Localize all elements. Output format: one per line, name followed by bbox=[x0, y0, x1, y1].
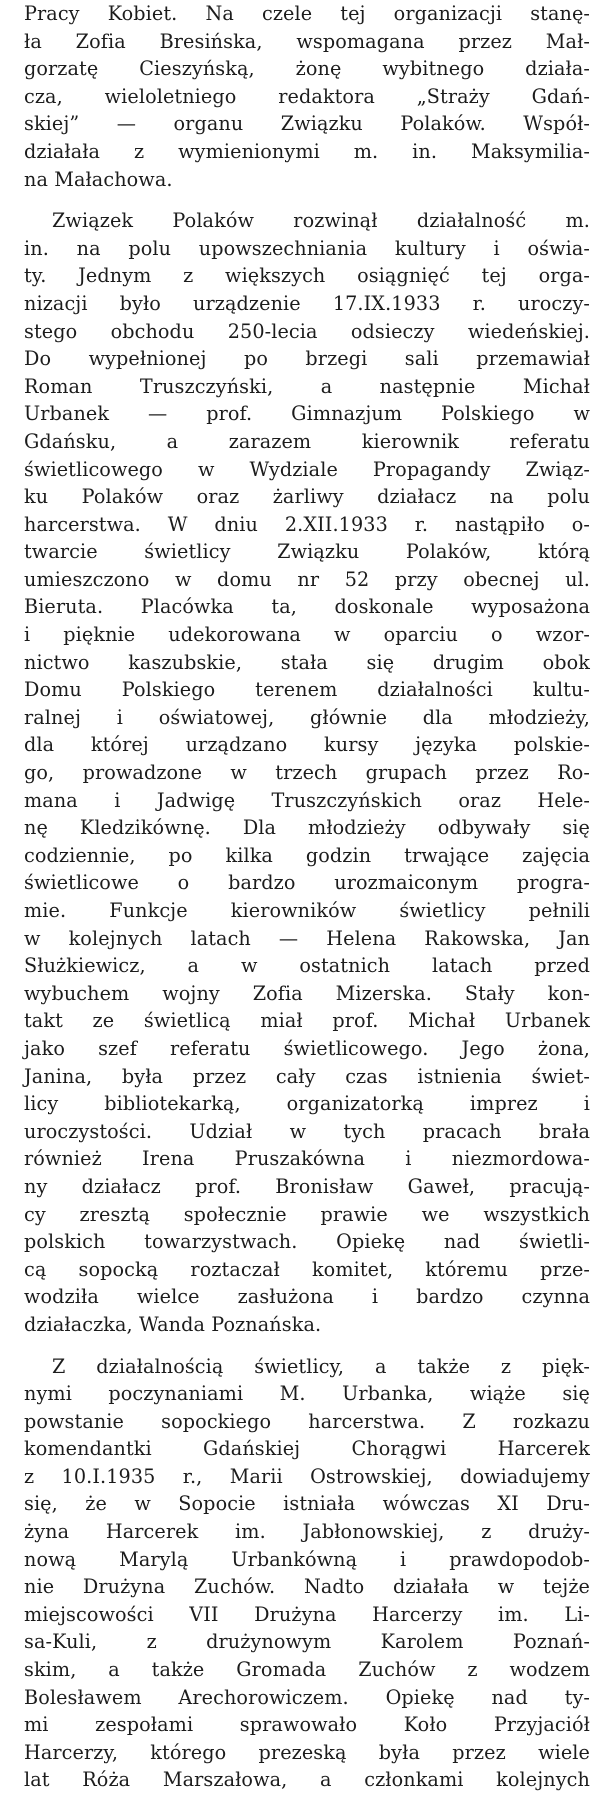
text-line: sa-Kuli, z drużynowym Karolem Poznań- bbox=[24, 1628, 590, 1656]
text-line: nictwo kaszubskie, stała się drugim obok bbox=[24, 649, 590, 677]
text-line: umieszczono w domu nr 52 przy obecnej ul. bbox=[24, 566, 590, 594]
text-line: skim, a także Gromada Zuchów z wodzem bbox=[24, 1656, 590, 1684]
text-line: mi zespołami sprawowało Koło Przyjaciół bbox=[24, 1711, 590, 1739]
text-line: świetlicowe o bardzo urozmaiconym progra- bbox=[24, 869, 590, 897]
text-line: cy zresztą społecznie prawie we wszystkich bbox=[24, 1201, 590, 1229]
text-line: Janina, była przez cały czas istnienia świet- bbox=[24, 1063, 590, 1091]
text-line: Z działalnością świetlicy, a także z pięk- bbox=[24, 1353, 590, 1381]
text-line: polskich towarzystwach. Opiekę nad świetli- bbox=[24, 1228, 590, 1256]
text-line: żyna Harcerek im. Jabłonowskiej, z druży- bbox=[24, 1518, 590, 1546]
text-line: Bieruta. Placówka ta, doskonale wyposażona bbox=[24, 593, 590, 621]
text-line: mana i Jadwigę Truszczyńskich oraz Hele- bbox=[24, 787, 590, 815]
text-line: nie Drużyna Zuchów. Nadto działała w tejże bbox=[24, 1573, 590, 1601]
text-line: dla której urządzano kursy języka polskie- bbox=[24, 731, 590, 759]
text-line: gorzatę Cieszyńską, żonę wybitnego działa- bbox=[24, 55, 590, 83]
text-line: ny działacz prof. Bronisław Gaweł, pracują- bbox=[24, 1173, 590, 1201]
text-line: mie. Funkcje kierowników świetlicy pełnili bbox=[24, 897, 590, 925]
text-line: ralnej i oświatowej, głównie dla młodzieży, bbox=[24, 704, 590, 732]
text-line: komendantki Gdańskiej Chorągwi Harcerek bbox=[24, 1435, 590, 1463]
text-line: harcerstwa. W dniu 2.XII.1933 r. nastąpiło o- bbox=[24, 511, 590, 539]
text-line: lat Róża Marszałowa, a członkami kolejnych bbox=[24, 1766, 590, 1794]
text-line: takt ze świetlicą miał prof. Michał Urbanek bbox=[24, 1007, 590, 1035]
text-line: Harcerzy, którego prezeską była przez wiele bbox=[24, 1739, 590, 1767]
text-line: wybuchem wojny Zofia Mizerska. Stały kon- bbox=[24, 980, 590, 1008]
text-line: nizacji było urządzenie 17.IX.1933 r. uroczy- bbox=[24, 290, 590, 318]
text-line: skiej” — organu Związku Polaków. Współ- bbox=[24, 110, 590, 138]
text-line: Gdańsku, a zarazem kierownik referatu bbox=[24, 428, 590, 456]
text-line: licy bibliotekarką, organizatorką imprez i bbox=[24, 1090, 590, 1118]
text-line: ła Zofia Bresińska, wspomagana przez Mał- bbox=[24, 28, 590, 56]
text-line: w kolejnych latach — Helena Rakowska, Jan bbox=[24, 925, 590, 953]
text-line: cza, wieloletniego redaktora „Straży Gdań- bbox=[24, 83, 590, 111]
text-line: nę Kledzikównę. Dla młodzieży odbywały się bbox=[24, 814, 590, 842]
text-line: Urbanek — prof. Gimnazjum Polskiego w bbox=[24, 400, 590, 428]
text-line: Domu Polskiego terenem działalności kultu- bbox=[24, 676, 590, 704]
text-line: wodziła wielce zasłużona i bardzo czynna bbox=[24, 1283, 590, 1311]
text-line: powstanie sopockiego harcerstwa. Z rozkazu bbox=[24, 1408, 590, 1436]
text-line: nymi poczynaniami M. Urbanka, wiąże się bbox=[24, 1380, 590, 1408]
text-line: miejscowości VII Drużyna Harcerzy im. Li- bbox=[24, 1601, 590, 1629]
text-line: Służkiewicz, a w ostatnich latach przed bbox=[24, 952, 590, 980]
paragraph bbox=[24, 1353, 590, 1794]
text-line: in. na polu upowszechniania kultury i oświa- bbox=[24, 235, 590, 263]
text-line: ku Polaków oraz żarliwy działacz na polu bbox=[24, 483, 590, 511]
text-line: działaczka, Wanda Poznańska. bbox=[24, 1311, 590, 1339]
text-line: cą sopocką roztaczał komitet, któremu prze- bbox=[24, 1256, 590, 1284]
text-line: jako szef referatu świetlicowego. Jego żona, bbox=[24, 1035, 590, 1063]
text-line: z 10.I.1935 r., Marii Ostrowskiej, dowiadujemy bbox=[24, 1463, 590, 1491]
text-line: również Irena Pruszakówna i niezmordowa- bbox=[24, 1145, 590, 1173]
text-line: ty. Jednym z większych osiągnięć tej orga- bbox=[24, 262, 590, 290]
text-line: się, że w Sopocie istniała wówczas XI Dru- bbox=[24, 1490, 590, 1518]
text-line: twarcie świetlicy Związku Polaków, którą bbox=[24, 538, 590, 566]
text-line: Roman Truszczyński, a następnie Michał bbox=[24, 373, 590, 401]
text-line: i pięknie udekorowana w oparciu o wzor- bbox=[24, 621, 590, 649]
text-line: Do wypełnionej po brzegi sali przemawiał bbox=[24, 345, 590, 373]
text-line: uroczystości. Udział w tych pracach brała bbox=[24, 1118, 590, 1146]
text-line: codziennie, po kilka godzin trwające zajęcia bbox=[24, 842, 590, 870]
text-line: na Małachowa. bbox=[24, 166, 590, 194]
paragraph bbox=[24, 207, 590, 1338]
text-line: Bolesławem Arechorowiczem. Opiekę nad ty- bbox=[24, 1684, 590, 1712]
text-line: działała z wymienionymi m. in. Maksymilia- bbox=[24, 138, 590, 166]
paragraph bbox=[24, 0, 590, 193]
text-line: stego obchodu 250-lecia odsieczy wiedeńskiej. bbox=[24, 318, 590, 346]
text-line: go, prowadzone w trzech grupach przez Ro- bbox=[24, 759, 590, 787]
text-line: nową Marylą Urbankówną i prawdopodob- bbox=[24, 1546, 590, 1574]
text-line: świetlicowego w Wydziale Propagandy Związ- bbox=[24, 456, 590, 484]
text-line: Związek Polaków rozwinął działalność m. bbox=[24, 207, 590, 235]
text-line: Pracy Kobiet. Na czele tej organizacji stanę- bbox=[24, 0, 590, 28]
